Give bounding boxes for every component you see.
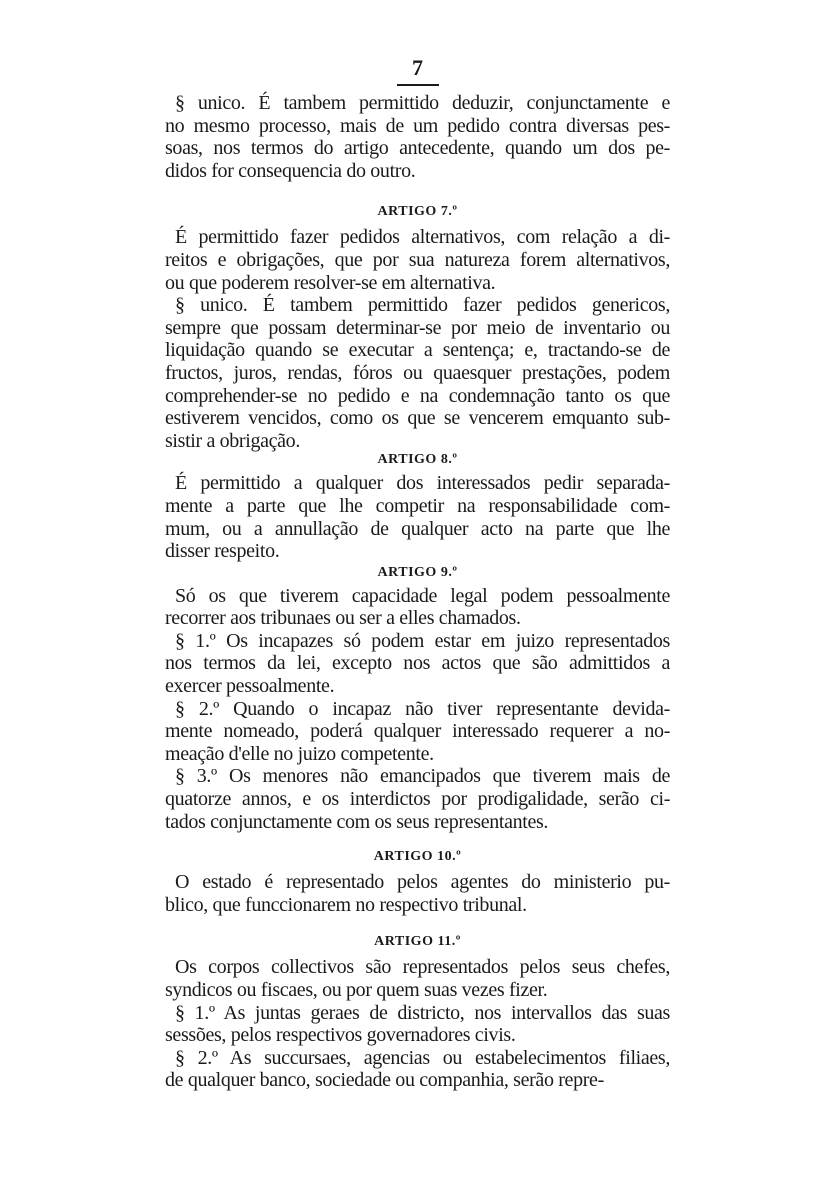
text-line: sessões, pelos respectivos governadores civis. — [165, 1024, 516, 1047]
paragraph — [165, 226, 670, 294]
paragraph — [165, 472, 670, 562]
paragraph — [165, 1047, 670, 1092]
text-line: § 1.º Os incapazes só podem estar em juizo representados — [175, 629, 670, 652]
paragraph — [165, 698, 670, 766]
paragraph — [165, 585, 670, 630]
text-line: fructos, juros, rendas, fóros ou quaesquer prestações, podem — [165, 361, 670, 384]
text-line: § 1.º As juntas geraes de districto, nos intervallos das suas — [175, 1001, 670, 1024]
article-heading: ARTIGO 8.º — [377, 452, 458, 468]
document-body — [165, 92, 670, 1092]
text-line: Só os que tiverem capacidade legal podem pessoalmente — [175, 584, 670, 607]
article-heading: ARTIGO 10.º — [373, 849, 462, 865]
paragraph — [165, 92, 670, 182]
text-line: syndicos ou fiscaes, ou por quem suas vezes fizer. — [165, 979, 548, 1001]
text-line: Os corpos collectivos são representados pelos seus chefes, — [175, 956, 670, 979]
text-line: no mesmo processo, mais de um pedido contra diversas pes- — [165, 114, 670, 137]
text-line: É permittido a qualquer dos interessados pedir separada- — [175, 472, 670, 495]
paragraph — [165, 871, 670, 916]
text-line: § 3.º Os menores não emancipados que tiverem mais de — [175, 765, 670, 788]
text-line: reitos e obrigações, que por sua natureza forem alternativos, — [165, 248, 670, 271]
paragraph — [165, 294, 670, 452]
paragraph — [165, 630, 670, 698]
paragraph — [165, 765, 670, 833]
text-line: sistir a obrigação. — [165, 429, 300, 452]
text-line: comprehender-se no pedido e na condemnação tanto os que — [165, 384, 670, 407]
text-line: mum, ou a annullação de qualquer acto na parte que lhe — [165, 517, 670, 540]
text-line: recorrer aos tribunaes ou ser a elles chamados. — [165, 607, 521, 630]
text-line: ou que poderem resolver-se em alternativa. — [165, 271, 496, 294]
text-line: tados conjunctamente com os seus representantes. — [165, 810, 549, 833]
text-line: soas, nos termos do artigo antecedente, quando um dos pe- — [165, 137, 670, 160]
text-line: sempre que possam determinar-se por meio de inventario ou — [165, 316, 670, 339]
text-line: disser respeito. — [165, 540, 280, 563]
text-line: blico, que funccionarem no respectivo tribunal. — [165, 893, 527, 916]
text-line: § unico. É tambem permittido fazer pedidos genericos, — [175, 294, 670, 317]
text-line: O estado é representado pelos agentes do ministerio pu- — [175, 871, 670, 894]
text-line: de qualquer banco, sociedade ou companhia, serão repre- — [165, 1069, 604, 1092]
text-line: mente a parte que lhe competir na responsabilidade com- — [165, 494, 670, 517]
text-line: liquidação quando se executar a sentença; e, tractando-se de — [165, 339, 670, 362]
text-line: É permittido fazer pedidos alternativos, com relação a di- — [175, 226, 670, 249]
article-heading: ARTIGO 7.º — [377, 204, 458, 220]
text-line: mente nomeado, poderá qualquer interessado requerer a no- — [165, 720, 670, 743]
article-heading: ARTIGO 9.º — [377, 564, 458, 580]
text-line: estiverem vencidos, como os que se vencerem emquanto sub- — [165, 407, 670, 430]
text-line: § 2.º As succursaes, agencias ou estabelecimentos filiaes, — [175, 1046, 670, 1069]
text-line: didos for consequencia do outro. — [165, 159, 416, 182]
text-line: nos termos da lei, excepto nos actos que são admittidos a — [165, 652, 670, 675]
document-page — [165, 55, 670, 1092]
article-heading: ARTIGO 11.º — [374, 934, 461, 950]
paragraph — [165, 1002, 670, 1047]
text-line: § 2.º Quando o incapaz não tiver representante devida- — [175, 697, 670, 720]
text-line: quatorze annos, e os interdictos por prodigalidade, serão ci- — [165, 788, 670, 811]
text-line: meação d'elle no juizo competente. — [165, 742, 434, 765]
text-line: § unico. É tambem permittido deduzir, conjunctamente e — [175, 92, 670, 114]
page-number: 7 — [397, 55, 439, 86]
paragraph — [165, 956, 670, 1001]
text-line: exercer pessoalmente. — [165, 675, 335, 698]
